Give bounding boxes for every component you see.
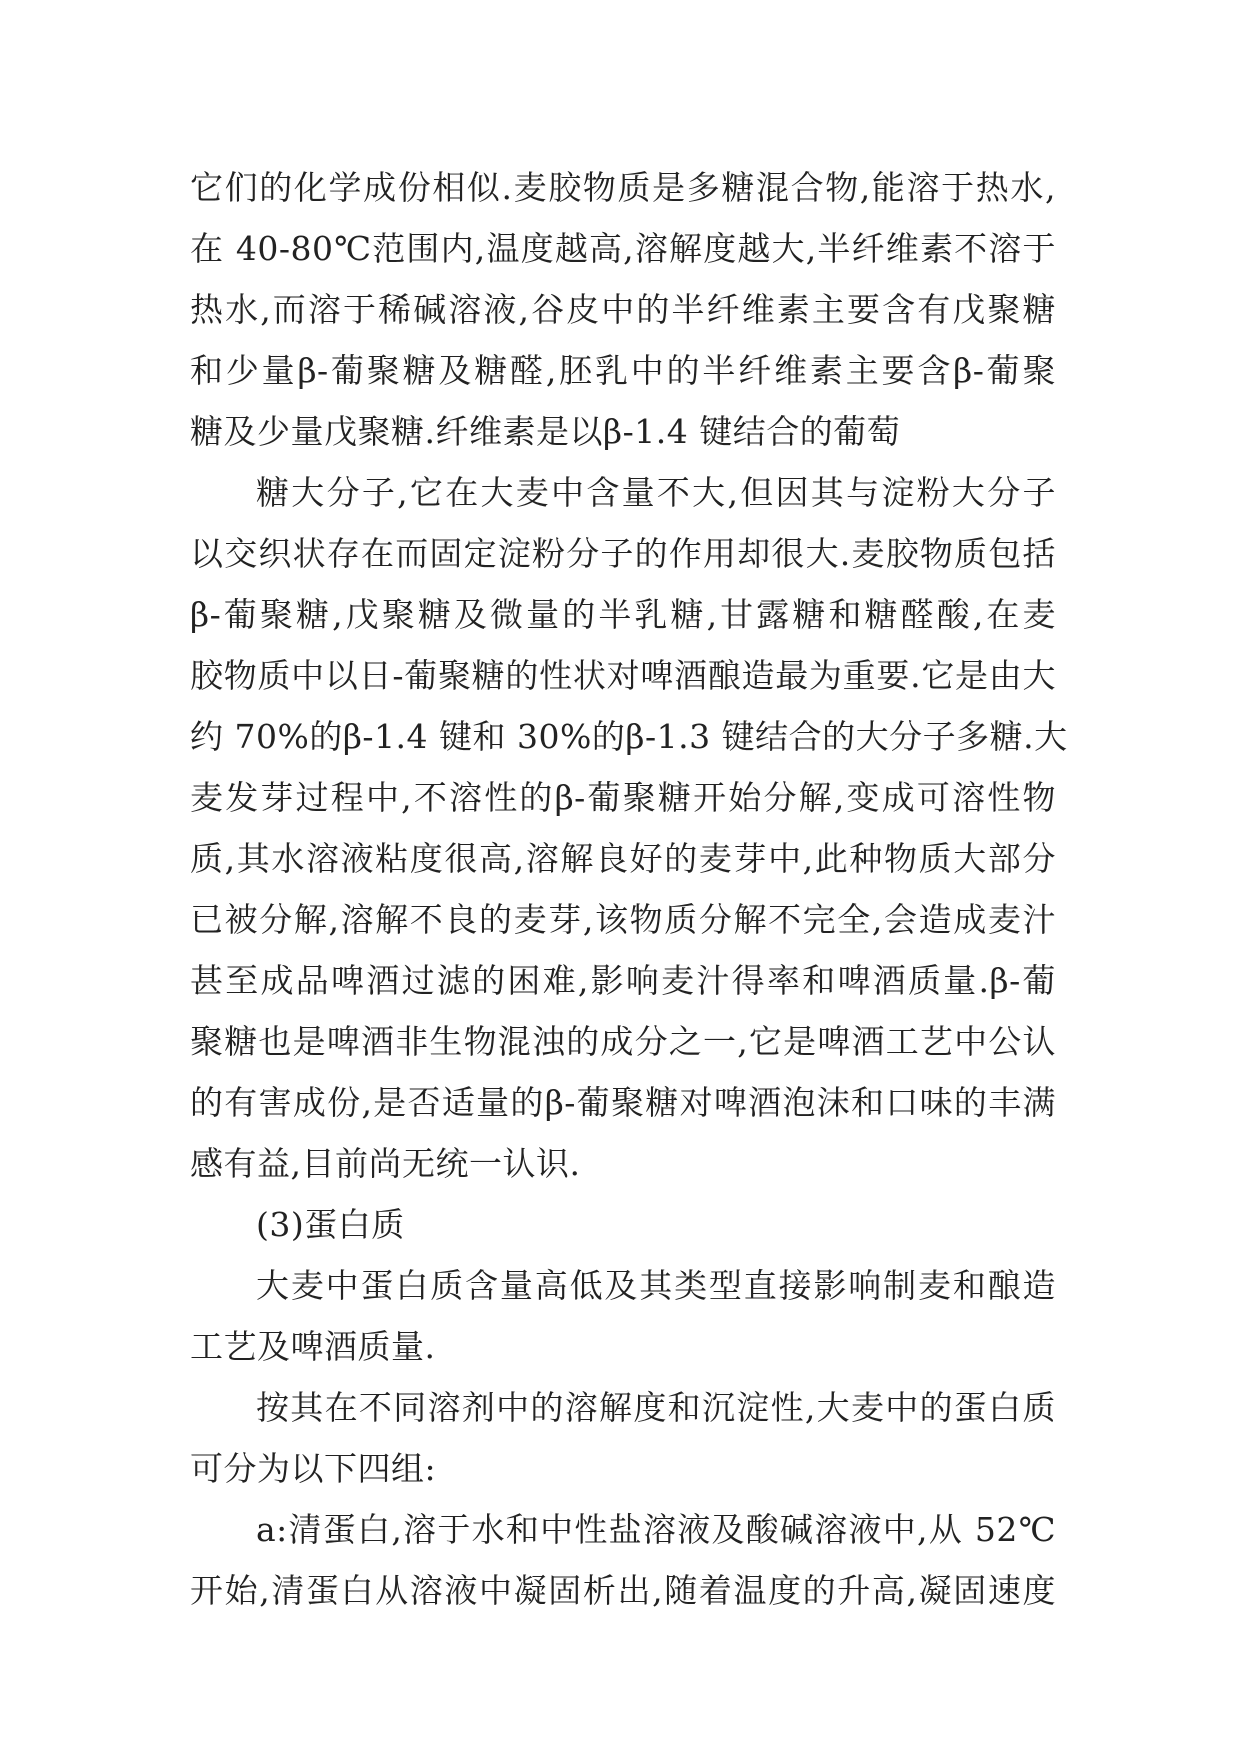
text-line: 糖及少量戊聚糖.纤维素是以β-1.4 键结合的葡萄 bbox=[190, 412, 901, 451]
text-line: 的有害成份,是否适量的β-葡聚糖对啤酒泡沫和口味的丰满 bbox=[190, 1083, 1056, 1122]
text-line: 约 70%的β-1.4 键和 30%的β-1.3 键结合的大分子多糖.大 bbox=[190, 717, 1068, 756]
text-line: 以交织状存在而固定淀粉分子的作用却很大.麦胶物质包括 bbox=[190, 534, 1056, 573]
text-line: (3)蛋白质 bbox=[256, 1205, 405, 1244]
text-line: 它们的化学成份相似.麦胶物质是多糖混合物,能溶于热水, bbox=[190, 168, 1056, 207]
text-line: a:清蛋白,溶于水和中性盐溶液及酸碱溶液中,从 52℃ bbox=[256, 1510, 1056, 1549]
text-line: 已被分解,溶解不良的麦芽,该物质分解不完全,会造成麦汁 bbox=[190, 900, 1056, 939]
body-text bbox=[190, 157, 1068, 1621]
text-line: 大麦中蛋白质含量高低及其类型直接影响制麦和酿造 bbox=[256, 1266, 1056, 1305]
text-line: 按其在不同溶剂中的溶解度和沉淀性,大麦中的蛋白质 bbox=[256, 1388, 1056, 1427]
text-line: 和少量β-葡聚糖及糖醛,胚乳中的半纤维素主要含β-葡聚 bbox=[190, 351, 1056, 390]
text-line: 可分为以下四组: bbox=[190, 1449, 437, 1488]
text-line: 麦发芽过程中,不溶性的β-葡聚糖开始分解,变成可溶性物 bbox=[190, 778, 1056, 817]
text-line: 质,其水溶液粘度很高,溶解良好的麦芽中,此种物质大部分 bbox=[190, 839, 1056, 878]
text-line: 聚糖也是啤酒非生物混浊的成分之一,它是啤酒工艺中公认 bbox=[190, 1022, 1056, 1061]
text-line: 糖大分子,它在大麦中含量不大,但因其与淀粉大分子 bbox=[256, 473, 1056, 512]
text-line: 胶物质中以日-葡聚糖的性状对啤酒酿造最为重要.它是由大 bbox=[190, 656, 1056, 695]
text-line: β-葡聚糖,戊聚糖及微量的半乳糖,甘露糖和糖醛酸,在麦 bbox=[190, 595, 1056, 634]
text-line: 在 40-80℃范围内,温度越高,溶解度越大,半纤维素不溶于 bbox=[190, 229, 1056, 268]
text-line: 开始,清蛋白从溶液中凝固析出,随着温度的升高,凝固速度 bbox=[190, 1571, 1056, 1610]
text-line: 热水,而溶于稀碱溶液,谷皮中的半纤维素主要含有戊聚糖 bbox=[190, 290, 1056, 329]
text-line: 甚至成品啤酒过滤的困难,影响麦汁得率和啤酒质量.β-葡 bbox=[190, 961, 1056, 1000]
text-line: 工艺及啤酒质量. bbox=[190, 1327, 436, 1366]
text-line: 感有益,目前尚无统一认识. bbox=[190, 1144, 581, 1183]
